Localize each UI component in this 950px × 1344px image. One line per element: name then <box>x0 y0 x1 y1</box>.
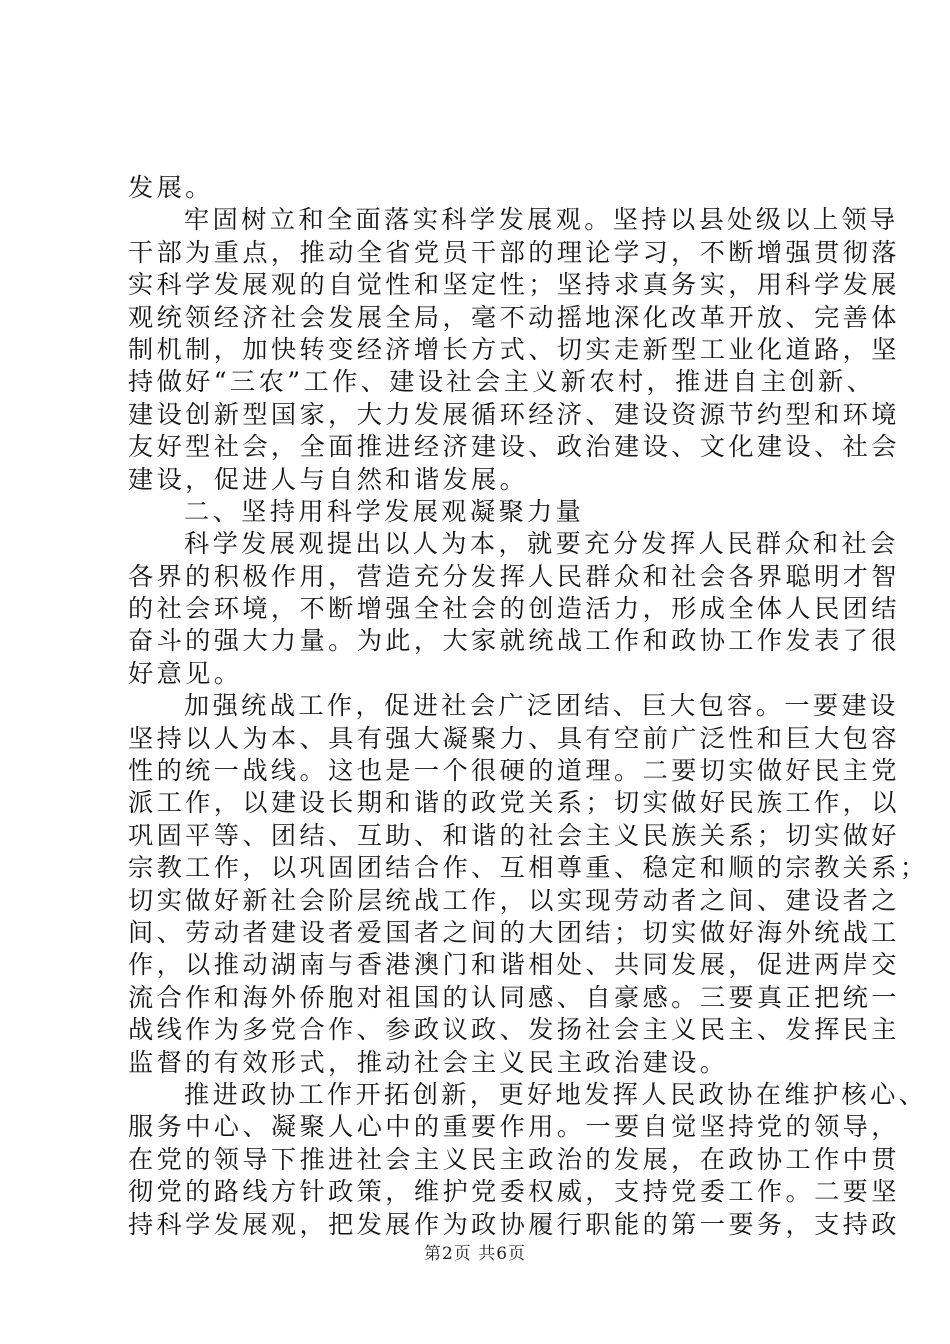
text-line: 各界的积极作用，营造充分发挥人民群众和社会各界聪明才智 <box>128 561 900 591</box>
text-line: 作，以推动湖南与香港澳门和谐相处、共同发展，促进两岸交 <box>128 950 900 980</box>
text-line: 制机制，加快转变经济增长方式、切实走新型工业化道路，坚 <box>128 334 900 364</box>
page-number-label: 第2页 共6页 <box>423 1244 527 1264</box>
text-line: 切实做好新社会阶层统战工作，以实现劳动者之间、建设者之 <box>128 885 900 915</box>
text-line: 的社会环境，不断增强全社会的创造活力，形成全体人民团结 <box>128 594 900 624</box>
text-line: 战线作为多党合作、参政议政、发扬社会主义民主、发挥民主 <box>128 1015 900 1045</box>
paragraph-first-line: 科学发展观提出以人为本，就要充分发挥人民群众和社会 <box>184 529 899 559</box>
text-line: 服务中心、凝聚人心中的重要作用。一要自觉坚持党的领导， <box>128 1112 900 1142</box>
paragraph-first-line: 加强统战工作，促进社会广泛团结、巨大包容。一要建设 <box>184 691 899 721</box>
text-line: 流合作和海外侨胞对祖国的认同感、自豪感。三要真正把统一 <box>128 982 900 1012</box>
text-line: 实科学发展观的自觉性和坚定性；坚持求真务实，用科学发展 <box>128 270 900 300</box>
text-line: 建设创新型国家，大力发展循环经济、建设资源节约型和环境 <box>128 399 900 429</box>
text-line: 派工作，以建设长期和谐的政党关系；切实做好民族工作，以 <box>128 788 900 818</box>
text-line: 巩固平等、团结、互助、和谐的社会主义民族关系；切实做好 <box>128 820 900 850</box>
text-line: 间、劳动者建设者爱国者之间的大团结；切实做好海外统战工 <box>128 917 900 947</box>
text-line: 监督的有效形式，推动社会主义民主政治建设。 <box>128 1047 729 1077</box>
text-line: 发展。 <box>128 173 214 202</box>
text-line: 持做好“三农”工作、建设社会主义新农村，推进自主创新、 <box>128 367 876 397</box>
document-body <box>128 172 929 1241</box>
text-line: 好意见。 <box>128 658 243 688</box>
text-line: 友好型社会，全面推进经济建设、政治建设、文化建设、社会 <box>128 432 900 462</box>
paragraph-first-line: 推进政协工作开拓创新，更好地发挥人民政协在维护核心、 <box>184 1079 928 1109</box>
text-line: 奋斗的强大力量。为此，大家就统战工作和政协工作发表了很 <box>128 626 900 656</box>
paragraph-first-line: 二、坚持用科学发展观凝聚力量 <box>184 496 585 526</box>
text-line: 宗教工作，以巩固团结合作、互相尊重、稳定和顺的宗教关系； <box>128 853 929 883</box>
text-line: 坚持以人为本、具有强大凝聚力、具有空前广泛性和巨大包容 <box>128 723 900 753</box>
text-line: 观统领经济社会发展全局，毫不动摇地深化改革开放、完善体 <box>128 302 900 332</box>
paragraph-first-line: 牢固树立和全面落实科学发展观。坚持以县处级以上领导 <box>184 205 899 235</box>
text-line: 在党的领导下推进社会主义民主政治的发展，在政协工作中贯 <box>128 1144 900 1174</box>
page-footer <box>0 1243 950 1265</box>
text-line: 持科学发展观，把发展作为政协履行职能的第一要务，支持政 <box>128 1209 900 1239</box>
text-line: 彻党的路线方针政策，维护党委权威，支持党委工作。二要坚 <box>128 1177 900 1207</box>
text-line: 建设，促进人与自然和谐发展。 <box>128 464 529 494</box>
text-line: 干部为重点，推动全省党员干部的理论学习，不断增强贯彻落 <box>128 237 900 267</box>
text-line: 性的统一战线。这也是一个很硬的道理。二要切实做好民主党 <box>128 756 900 786</box>
